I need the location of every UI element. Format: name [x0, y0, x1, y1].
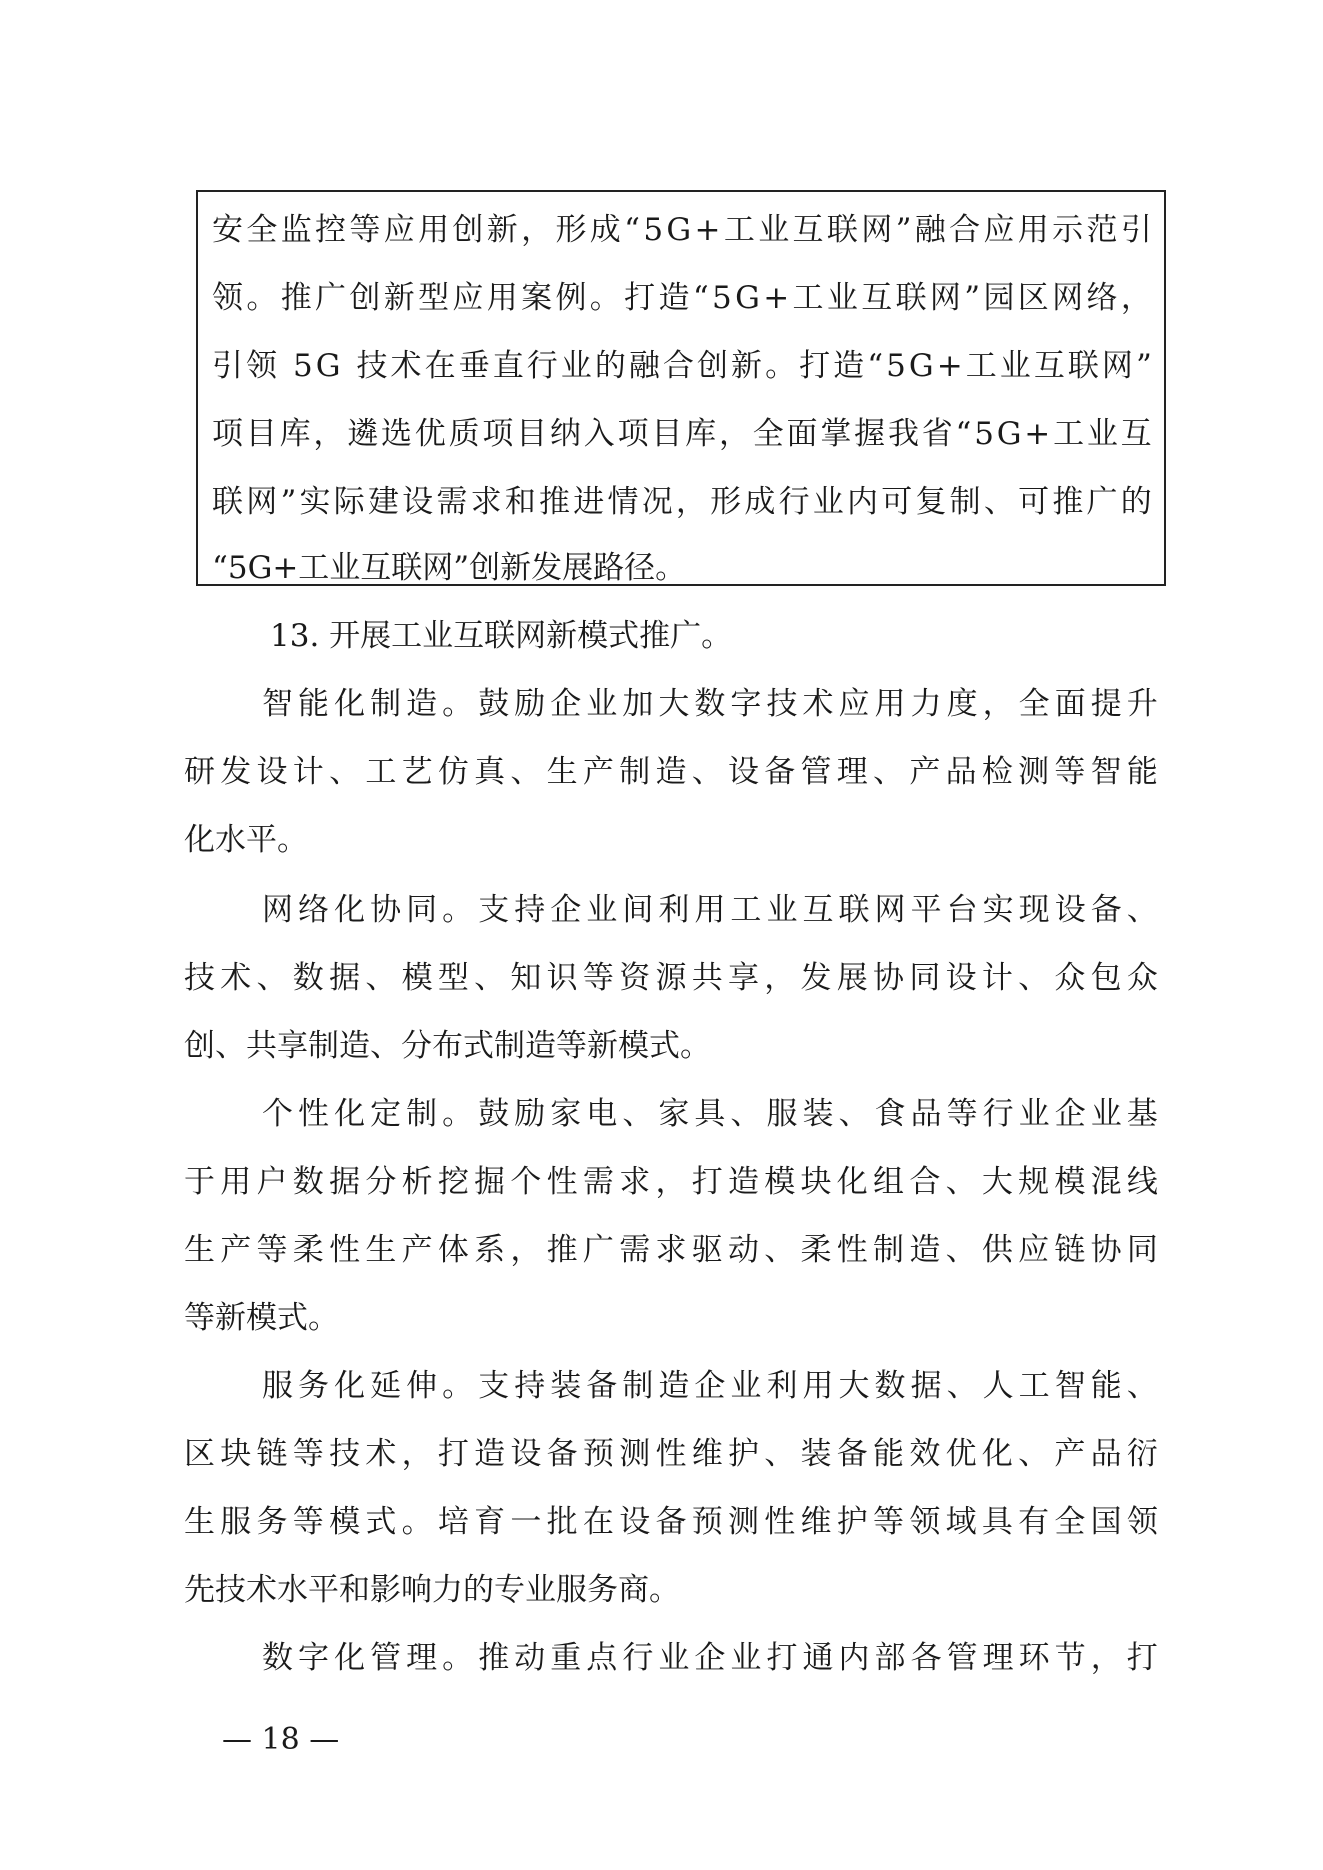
paragraph-1-line-2: 研 发 设 计 、 工 艺 仿 真 、 生 产 制 造 、 设 备 管 理 、 产 品 检 测 等 智 能: [184, 754, 1158, 790]
paragraph-3-line-2: 于 用 户 数 据 分 析 挖 掘 个 性 需 求 ， 打 造 模 块 化 组 合 、 大 规 模 混 线: [184, 1164, 1158, 1200]
boxed-line-1: 安 全 监 控 等 应 用 创 新 ， 形 成 “ 5 G + 工 业 互 联 网 ” 融 合 应 用 示 范 引: [212, 212, 1152, 248]
boxed-line-3: 引 领 5 G 技 术 在 垂 直 行 业 的 融 合 创 新 。 打 造 “ 5 G + 工 业 互 联 网 ”: [212, 348, 1152, 384]
paragraph-4-line-3: 生 服 务 等 模 式 。 培 育 一 批 在 设 备 预 测 性 维 护 等 领 域 具 有 全 国 领: [184, 1504, 1158, 1540]
page-number: — 18 —: [222, 1722, 340, 1757]
paragraph-1-line-3: 化水平。: [184, 822, 308, 858]
paragraph-3-line-3: 生 产 等 柔 性 生 产 体 系 ， 推 广 需 求 驱 动 、 柔 性 制 造 、 供 应 链 协 同: [184, 1232, 1158, 1268]
paragraph-1-line-1: 智 能 化 制 造 。 鼓 励 企 业 加 大 数 字 技 术 应 用 力 度 ， 全 面 提 升: [262, 686, 1158, 722]
boxed-line-6: “5G+工业互联网”创新发展路径。: [212, 550, 687, 586]
paragraph-2-line-3: 创、共享制造、分布式制造等新模式。: [184, 1028, 711, 1064]
paragraph-3-line-4: 等新模式。: [184, 1300, 339, 1336]
paragraph-4-line-4: 先技术水平和影响力的专业服务商。: [184, 1572, 680, 1608]
paragraph-5-line-1: 数 字 化 管 理 。 推 动 重 点 行 业 企 业 打 通 内 部 各 管 理 环 节 ， 打: [262, 1640, 1158, 1676]
boxed-line-2: 领 。 推 广 创 新 型 应 用 案 例 。 打 造 “ 5 G + 工 业 互 联 网 ” 园 区 网 络 ，: [212, 280, 1152, 316]
paragraph-4-line-2: 区 块 链 等 技 术 ， 打 造 设 备 预 测 性 维 护 、 装 备 能 效 优 化 、 产 品 衍: [184, 1436, 1158, 1472]
boxed-line-5: 联 网 ” 实 际 建 设 需 求 和 推 进 情 况 ， 形 成 行 业 内 可 复 制 、 可 推 广 的: [212, 484, 1152, 520]
section-heading: 13. 开展工业互联网新模式推广。: [270, 618, 733, 654]
boxed-line-4: 项 目 库 ， 遴 选 优 质 项 目 纳 入 项 目 库 ， 全 面 掌 握 我 省 “ 5 G + 工 业 互: [212, 416, 1152, 452]
paragraph-4-line-1: 服 务 化 延 伸 。 支 持 装 备 制 造 企 业 利 用 大 数 据 、 人 工 智 能 、: [262, 1368, 1158, 1404]
paragraph-2-line-1: 网 络 化 协 同 。 支 持 企 业 间 利 用 工 业 互 联 网 平 台 实 现 设 备 、: [262, 892, 1158, 928]
paragraph-3-line-1: 个 性 化 定 制 。 鼓 励 家 电 、 家 具 、 服 装 、 食 品 等 行 业 企 业 基: [262, 1096, 1158, 1132]
paragraph-2-line-2: 技 术 、 数 据 、 模 型 、 知 识 等 资 源 共 享 ， 发 展 协 同 设 计 、 众 包 众: [184, 960, 1158, 996]
